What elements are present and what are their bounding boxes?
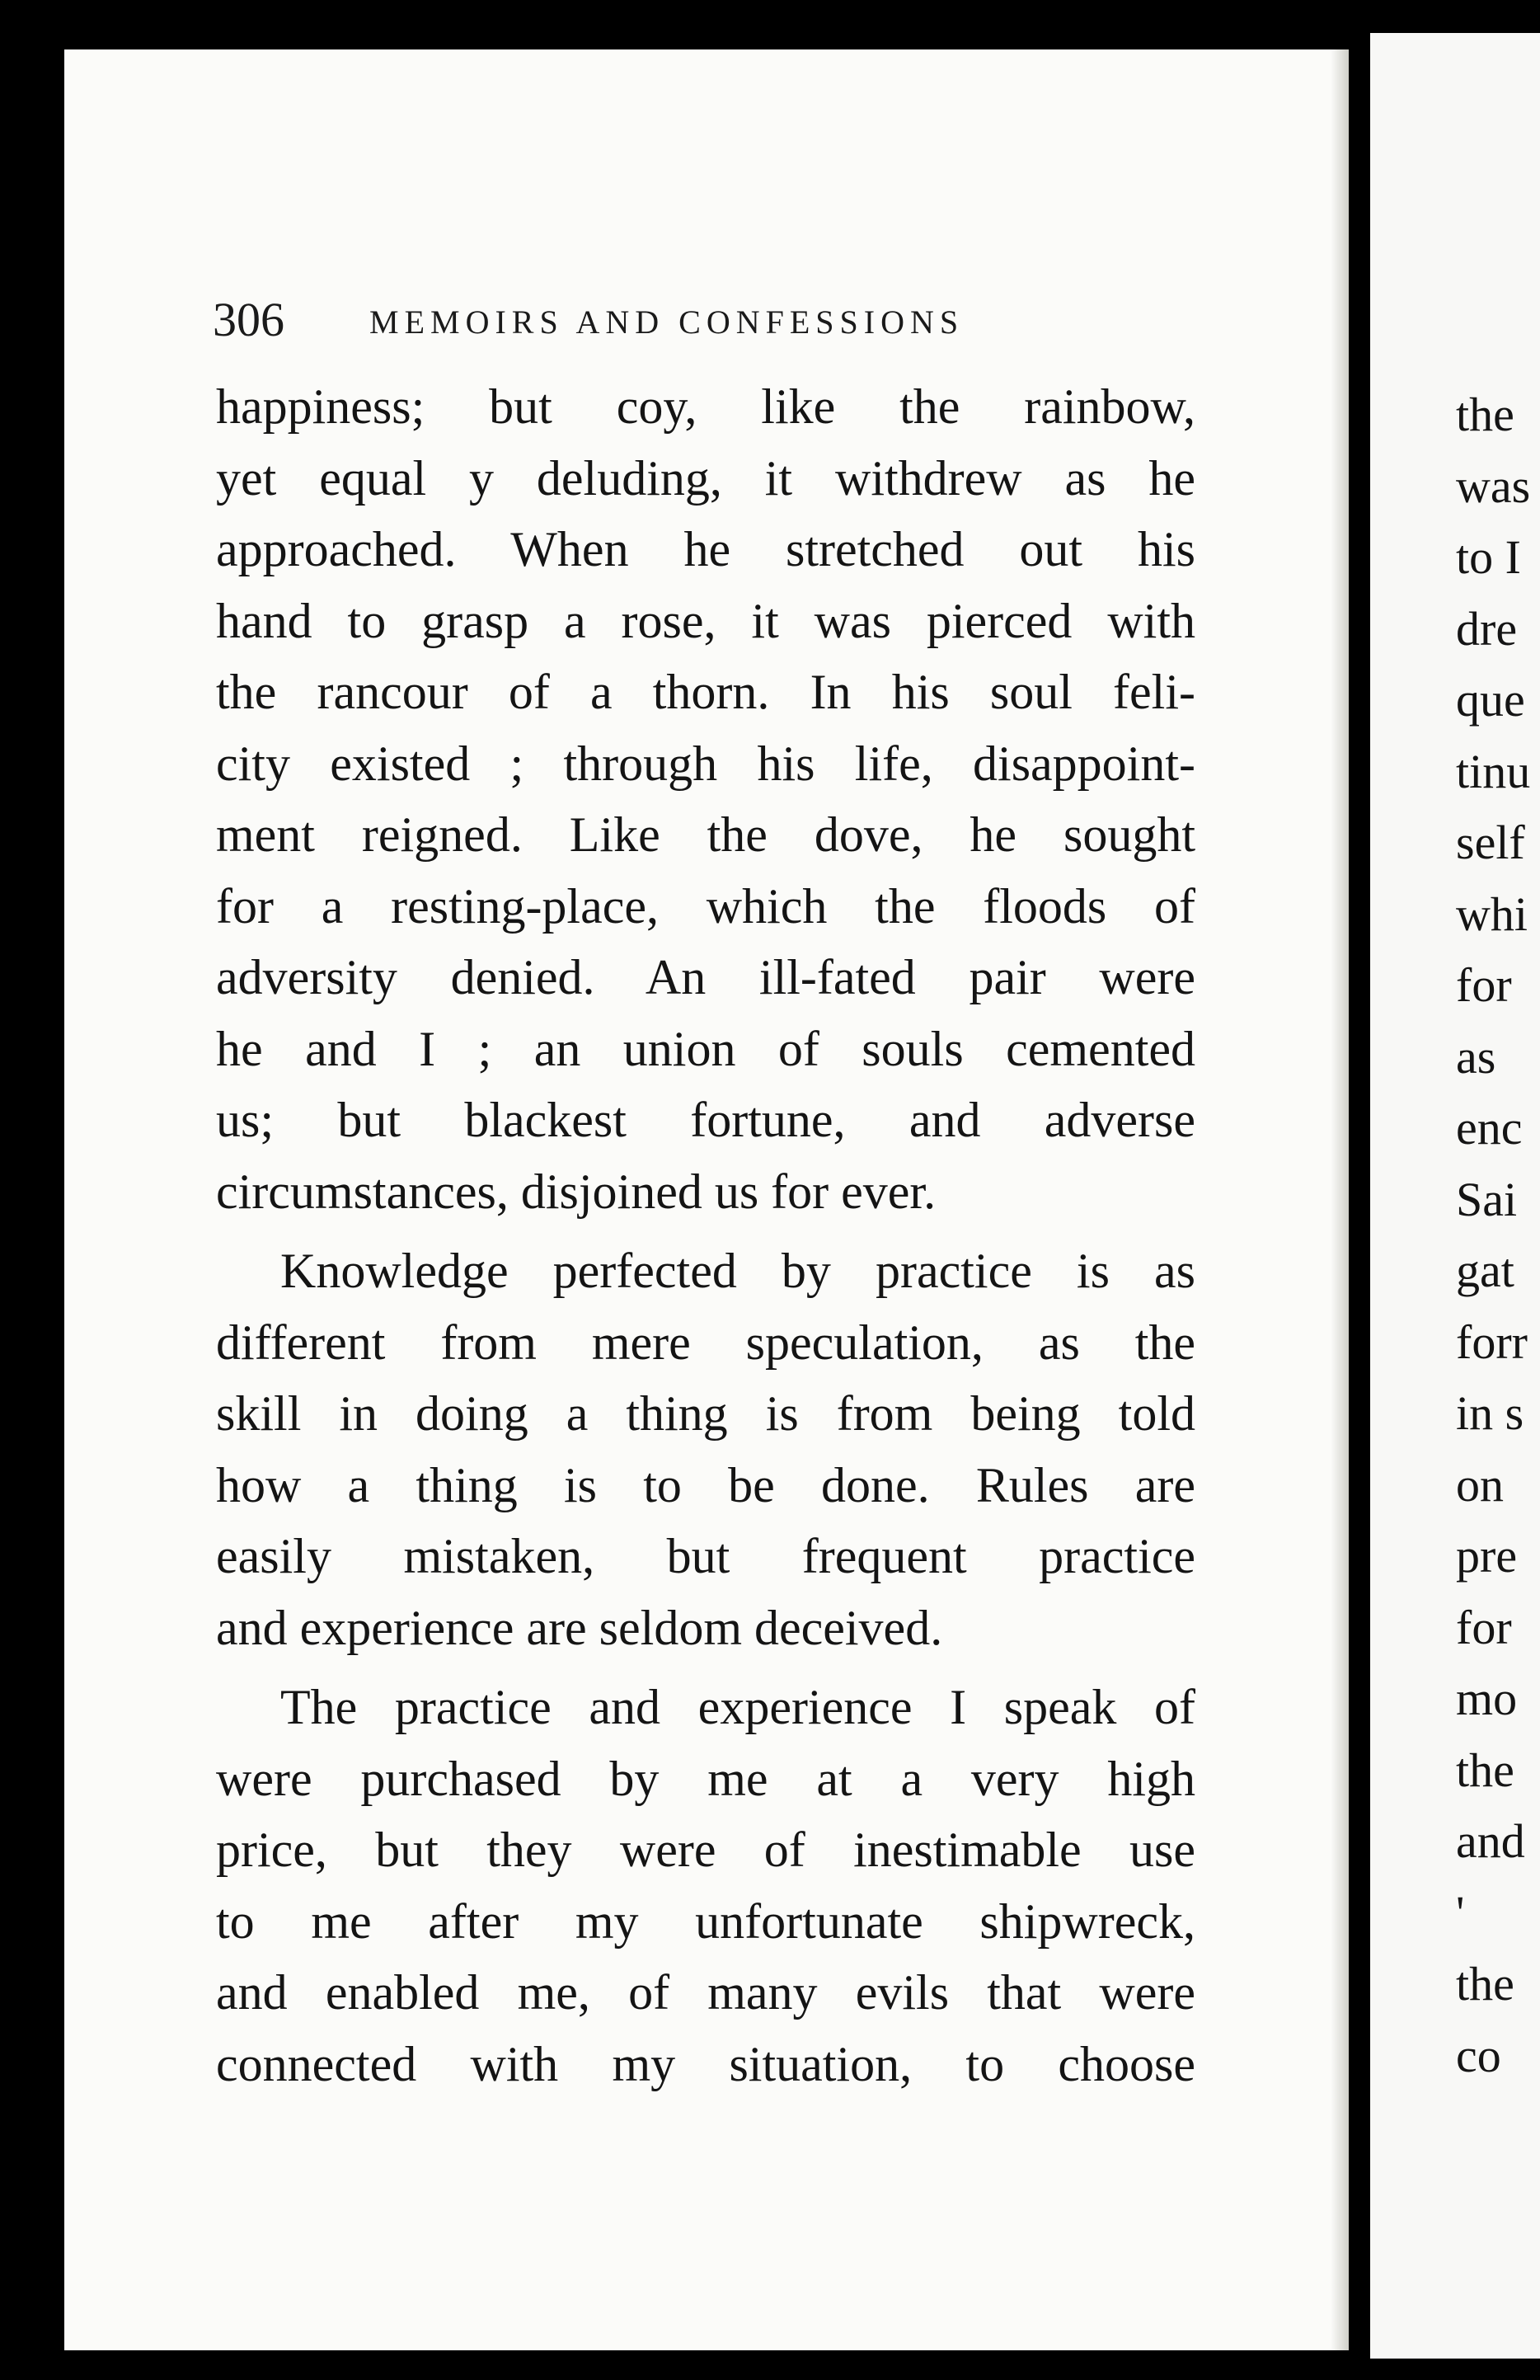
text-line: hand to grasp a rose, it was pierced with [216, 593, 1195, 648]
facing-page-line: the [1456, 1957, 1514, 2011]
text-line: the rancour of a thorn. In his soul feli- [216, 665, 1195, 719]
facing-page-line: enc [1456, 1101, 1523, 1155]
facing-page-line: as [1456, 1029, 1496, 1084]
right-book-page [1370, 33, 1540, 2359]
facing-page-line: in s [1456, 1386, 1524, 1440]
text-line: Knowledge perfected by practice is as [280, 1244, 1195, 1298]
facing-page-line: and [1456, 1814, 1525, 1868]
facing-page-line: to I [1456, 530, 1521, 584]
facing-page-line: mo [1456, 1672, 1518, 1725]
text-line: and experience are seldom deceived. [216, 1600, 943, 1655]
text-line: he and I ; an union of souls cemented [216, 1021, 1195, 1076]
facing-page-line: gat [1456, 1244, 1514, 1297]
facing-page-line: whi [1456, 887, 1528, 941]
facing-page-line: ' [1456, 1885, 1465, 1940]
text-line: approached. When he stretched out his [216, 522, 1195, 576]
text-line: yet equal y deluding, it withdrew as he [216, 450, 1195, 506]
facing-page-line: on [1456, 1457, 1504, 1512]
text-line: for a resting-place, which the floods of [216, 878, 1195, 934]
facing-page-line: for [1456, 958, 1512, 1012]
facing-page-line: dre [1456, 601, 1518, 656]
text-line: ment reigned. Like the dove, he sought [216, 807, 1195, 862]
facing-page-line: tinu [1456, 744, 1531, 798]
text-line: to me after my unfortunate shipwreck, [216, 1893, 1195, 1949]
book-gutter [1349, 0, 1370, 2380]
text-line: price, but they were of inestimable use [216, 1823, 1195, 1877]
text-line: connected with my situation, to choose [216, 2036, 1195, 2091]
facing-page-line: the [1456, 1743, 1514, 1797]
text-line: circumstances, disjoined us for ever. [216, 1164, 937, 1219]
page-header [213, 287, 1243, 353]
facing-page-line: Sai [1456, 1172, 1518, 1226]
facing-page-line: was [1456, 459, 1531, 513]
text-line: The practice and experience I speak of [280, 1680, 1195, 1734]
text-line: us; but blackest fortune, and adverse [216, 1093, 1195, 1147]
facing-page-line: forr [1456, 1315, 1528, 1369]
text-line: and enabled me, of many evils that were [216, 1965, 1195, 2020]
text-line: were purchased by me at a very high [216, 1751, 1195, 1806]
facing-page-line: the [1456, 388, 1514, 441]
text-line: different from mere speculation, as the [216, 1315, 1195, 1370]
text-line: easily mistaken, but frequent practice [216, 1529, 1195, 1583]
facing-page-line: self [1456, 816, 1525, 869]
text-line: skill in doing a thing is from being told [216, 1386, 1195, 1441]
text-line: happiness; but coy, like the rainbow, [216, 379, 1195, 434]
running-title: MEMOIRS AND CONFESSIONS [369, 303, 965, 341]
page-body-text [216, 371, 1195, 2100]
text-line: adversity denied. An ill-fated pair were [216, 950, 1195, 1004]
text-line: city existed ; through his life, disappoint- [216, 736, 1195, 791]
facing-page-line: que [1456, 673, 1525, 727]
facing-page-line: for [1456, 1600, 1512, 1654]
text-line: how a thing is to be done. Rules are [216, 1457, 1195, 1512]
facing-page-line: pre [1456, 1529, 1518, 1583]
facing-page-line: co [1456, 2028, 1501, 2082]
page-number: 306 [213, 293, 284, 346]
